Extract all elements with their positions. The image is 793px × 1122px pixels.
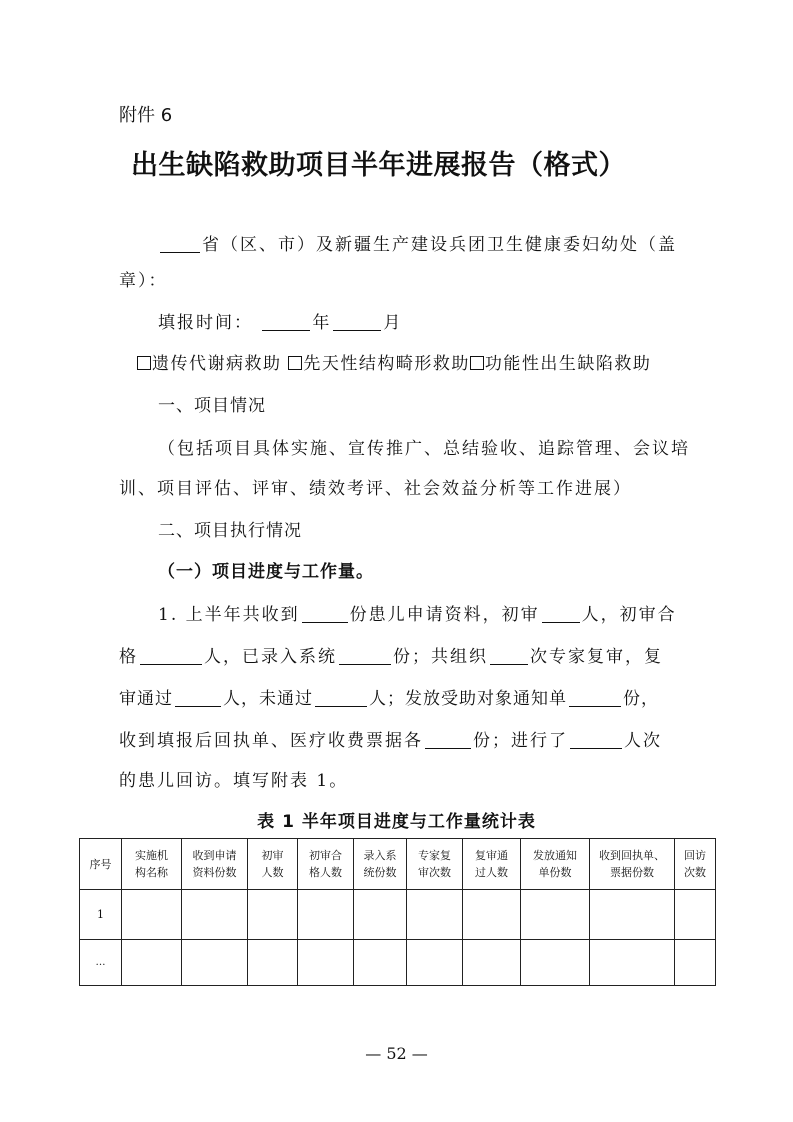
table-cell[interactable] [248, 940, 298, 986]
table-cell[interactable] [122, 890, 182, 940]
para-text: 份， [623, 689, 659, 709]
review-failed-blank[interactable] [315, 689, 367, 707]
column-header-line: 单份数 [538, 866, 572, 879]
para-text: 次专家复审，复 [530, 647, 663, 667]
para-text: 人次 [624, 731, 662, 751]
row-index-cell: … [80, 940, 122, 986]
column-header [675, 839, 716, 890]
para-line-5: 的患儿回访。填写附表 1。 [119, 771, 349, 791]
checkbox-functional[interactable] [470, 354, 652, 374]
table-cell[interactable] [590, 940, 675, 986]
column-header-line: 过人数 [475, 866, 508, 879]
column-header [407, 839, 463, 890]
column-header-line: 序号 [89, 857, 112, 871]
followup-count-blank[interactable] [570, 731, 622, 749]
year-label: 年 [312, 313, 332, 333]
row-index-cell: 1 [80, 890, 122, 940]
column-header-line: 录入系 [363, 849, 397, 862]
section-1-desc-line-1: （包括项目具体实施、宣传推广、总结验收、追踪管理、会议培 [158, 439, 690, 459]
table-cell[interactable] [298, 890, 354, 940]
month-blank[interactable] [333, 313, 381, 331]
page-title: 出生缺陷救助项目半年进展报告（格式） [131, 150, 626, 181]
receipts-count-blank[interactable] [425, 731, 471, 749]
received-count-blank[interactable] [302, 605, 348, 623]
para-text: 格 [119, 647, 138, 667]
fill-time-line [158, 308, 402, 333]
table-cell[interactable] [463, 940, 521, 986]
checkbox-label: 遗传代谢病救助 [152, 354, 282, 374]
table-cell[interactable] [354, 890, 407, 940]
table-cell[interactable] [122, 940, 182, 986]
column-header-line: 构名称 [135, 866, 168, 879]
para-text: 人，初审合 [581, 605, 677, 625]
column-header-line: 格人数 [309, 866, 342, 879]
checkbox-metabolic[interactable] [137, 354, 282, 374]
para-text: 份患儿申请资料，初审 [349, 605, 540, 625]
checkbox-icon[interactable] [137, 356, 151, 370]
province-line [158, 230, 677, 255]
table-cell[interactable] [182, 940, 248, 986]
column-header-line: 复审通 [475, 849, 508, 862]
table-cell[interactable] [675, 940, 716, 986]
para-text: 收到填报后回执单、医疗收费票据各 [119, 731, 423, 751]
year-blank[interactable] [262, 313, 310, 331]
column-header-line: 审次数 [418, 866, 451, 879]
column-header-line: 初审合 [309, 849, 342, 862]
table-caption: 表 1 半年项目进度与工作量统计表 [257, 812, 536, 832]
table-cell[interactable] [407, 940, 463, 986]
column-header [590, 839, 675, 890]
checkbox-icon[interactable] [288, 356, 302, 370]
para-line-4 [119, 726, 662, 751]
column-header-line: 初审 [261, 849, 284, 862]
column-header-line: 资料份数 [192, 866, 237, 879]
section-2-heading: 二、项目执行情况 [158, 521, 302, 541]
column-header [182, 839, 248, 890]
table-cell[interactable] [590, 890, 675, 940]
attachment-label: 附件 6 [119, 105, 173, 126]
column-header-line: 统份数 [363, 866, 397, 879]
expert-review-count-blank[interactable] [490, 647, 528, 665]
table-cell[interactable] [248, 890, 298, 940]
column-header-line: 发放通知 [533, 849, 577, 862]
para-text: 人，未通过 [223, 689, 313, 709]
checkbox-structural[interactable] [288, 354, 470, 374]
section-1-desc-line-2: 训、项目评估、评审、绩效考评、社会效益分析等工作进展） [119, 479, 632, 499]
table-header-row [80, 839, 716, 890]
column-header [80, 839, 122, 890]
assistance-type-checkboxes [137, 349, 651, 374]
column-header-line: 专家复 [418, 849, 451, 862]
initial-review-blank[interactable] [542, 605, 580, 623]
entered-system-blank[interactable] [339, 647, 391, 665]
table-cell[interactable] [463, 890, 521, 940]
province-suffix: 省（区、市）及新疆生产建设兵团卫生健康委妇幼处（盖 [202, 235, 677, 255]
column-header [521, 839, 590, 890]
table-cell[interactable] [521, 940, 590, 986]
para-line-1 [158, 600, 677, 625]
para-text: 1. 上半年共收到 [158, 605, 300, 625]
column-header [248, 839, 298, 890]
para-text: 人；发放受助对象通知单 [369, 689, 567, 709]
para-line-2 [119, 642, 663, 667]
column-header [122, 839, 182, 890]
fill-time-label: 填报时间： [158, 313, 253, 333]
column-header [298, 839, 354, 890]
column-header [463, 839, 521, 890]
notice-issued-blank[interactable] [569, 689, 621, 707]
page-number: — 52 — [365, 1044, 428, 1063]
column-header-line: 收到回执单、 [599, 849, 665, 862]
table-cell[interactable] [354, 940, 407, 986]
column-header-line: 收到申请 [192, 849, 237, 862]
column-header-line: 回访 [684, 849, 706, 862]
progress-statistics-table [79, 838, 716, 986]
column-header-line: 人数 [261, 866, 284, 879]
checkbox-icon[interactable] [470, 356, 484, 370]
table-row [80, 890, 716, 940]
para-text: 人，已录入系统 [204, 647, 337, 667]
column-header-line: 次数 [684, 866, 706, 879]
section-1-heading: 一、项目情况 [158, 396, 266, 416]
para-text: 份；进行了 [473, 731, 568, 751]
initial-qualified-blank[interactable] [140, 647, 202, 665]
table-row [80, 940, 716, 986]
checkbox-label: 先天性结构畸形救助 [303, 354, 470, 374]
para-text: 份；共组织 [393, 647, 488, 667]
table-cell[interactable] [182, 890, 248, 940]
table-cell[interactable] [298, 940, 354, 986]
province-line-2: 章）： [119, 271, 168, 291]
para-line-3 [119, 684, 659, 709]
review-passed-blank[interactable] [175, 689, 221, 707]
table-cell[interactable] [407, 890, 463, 940]
table-cell[interactable] [675, 890, 716, 940]
para-text: 审通过 [119, 689, 173, 709]
column-header [354, 839, 407, 890]
province-blank[interactable] [160, 235, 200, 253]
checkbox-label: 功能性出生缺陷救助 [484, 354, 652, 374]
month-label: 月 [383, 313, 403, 333]
column-header-line: 票据份数 [610, 866, 654, 879]
table-cell[interactable] [521, 890, 590, 940]
column-header-line: 实施机 [135, 849, 168, 862]
section-2-subheading: （一）项目进度与工作量。 [158, 562, 374, 582]
